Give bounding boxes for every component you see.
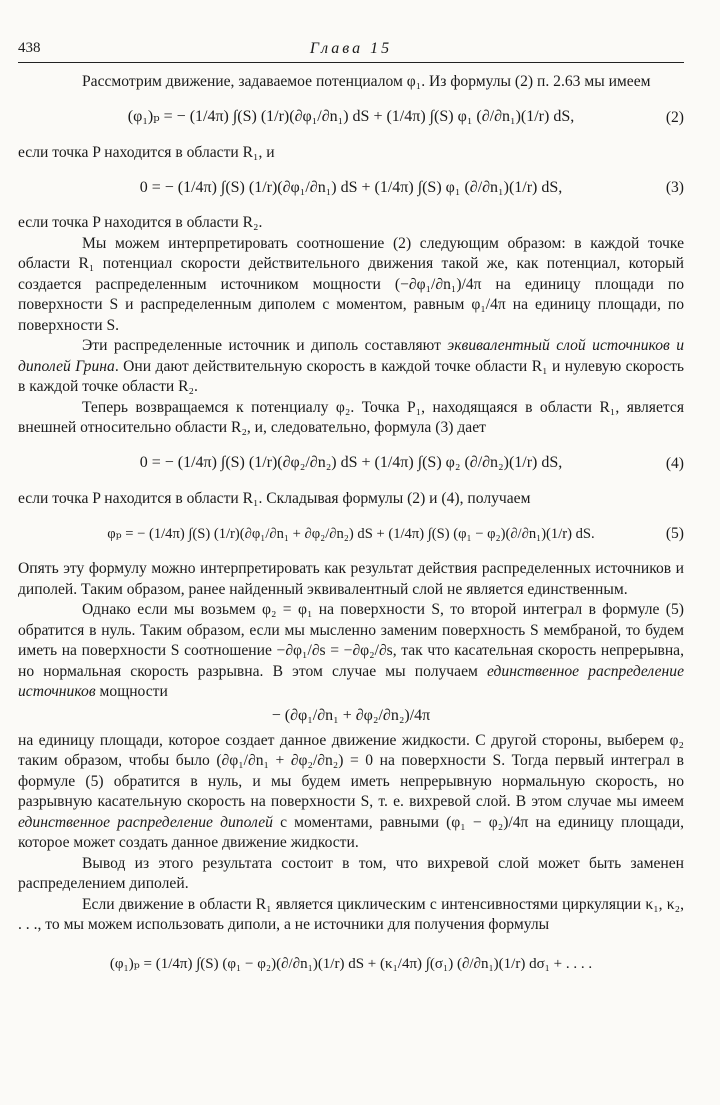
equation-5 bbox=[18, 509, 684, 559]
equation-source-strength bbox=[18, 703, 684, 731]
paragraph: если точка P находится в области R₂. bbox=[18, 214, 263, 231]
paragraph bbox=[18, 731, 684, 854]
page-body bbox=[18, 72, 684, 994]
paragraph: Мы можем интерпретировать соотношение (2) следующим образом: в каждой точке области R₁ потенциал скорости действительного движения такой же, как потенциал, который создается распределенным источником мощности (−∂φ₁/∂n₁)/4π на единицу площади по поверхности S и распределенным диполем с моментом, равным φ₁/4π на единицу площади, по поверхности S. bbox=[18, 234, 684, 334]
paragraph: Опять эту формулу можно интерпретировать как результат действия распределенных источников и диполей. Таким образом, ранее найденный эквивалентный слой не является единственным. bbox=[18, 560, 684, 598]
equation-text: − (∂φ₁/∂n₁ + ∂φ₂/∂n₂)/4π bbox=[271, 707, 431, 725]
paragraph: Теперь возвращаемся к потенциалу φ₂. Точка P₁, находящаяся в области R₁, является внешней относительно области R₂, и, следовательно, формула (3) дает bbox=[18, 398, 684, 436]
equation-3 bbox=[18, 163, 684, 213]
paragraph: Рассмотрим движение, задаваемое потенциалом φ₁. Из формулы (2) п. 2.63 мы имеем bbox=[82, 73, 651, 90]
equation-text: 0 = − (1/4π) ∫(S) (1/r)(∂φ₁/∂n₁) dS + (1/4π) ∫(S) φ₁ (∂/∂n₁)(1/r) dS, bbox=[139, 178, 563, 196]
equation-text: (φ₁)ₚ = (1/4π) ∫(S) (φ₁ − φ₂)(∂/∂n₁)(1/r) dS + (κ₁/4π) ∫(σ₁) (∂/∂n₁)(1/r) dσ₁ + . . . . bbox=[109, 956, 593, 973]
paragraph bbox=[18, 336, 684, 398]
text-run: на единицу площади, которое создает данное движение жидкости. С другой стороны, выберем φ₂ таким образом, чтобы было (∂φ₁/∂n₁ + ∂φ₂/∂n₂) = 0 на поверхности S. Тогда первый интеграл в формуле (5) обратится в нуль, и мы будем иметь непрерывную нормальную скорость, но разрывную касательную скорость на поверхности S, т. е. вихревой слой. В этом случае мы имеем bbox=[18, 731, 684, 810]
paragraph: Вывод из этого результата состоит в том, что вихревой слой может быть заменен распределением диполей. bbox=[18, 854, 684, 892]
equation-4 bbox=[18, 439, 684, 489]
equation-final bbox=[18, 936, 684, 994]
paragraph: если точка P находится в области R₁, и bbox=[18, 143, 275, 161]
chapter-title: Глава 15 bbox=[309, 40, 393, 57]
equation-text: (φ₁)ₚ = − (1/4π) ∫(S) (1/r)(∂φ₁/∂n₁) dS + (1/4π) ∫(S) φ₁ (∂/∂n₁)(1/r) dS, bbox=[127, 108, 575, 126]
page-header bbox=[18, 40, 684, 63]
equation-text: 0 = − (1/4π) ∫(S) (1/r)(∂φ₂/∂n₂) dS + (1/4π) ∫(S) φ₂ (∂/∂n₂)(1/r) dS, bbox=[139, 454, 563, 472]
emphasis: единственное распределение диполей bbox=[18, 813, 273, 831]
equation-2 bbox=[18, 93, 684, 143]
equation-number: (5) bbox=[665, 524, 684, 542]
paragraph: если точка P находится в области R₁. Складывая формулы (2) и (4), получаем bbox=[18, 489, 531, 507]
emphasis: эквивалентный слой источников и диполей Грина bbox=[18, 337, 684, 375]
emphasis: единственное распределение источников bbox=[18, 662, 684, 700]
page-number: 438 bbox=[18, 40, 41, 56]
paragraph: Если движение в области R₁ является циклическим с интенсивностями циркуляции κ₁, κ₂, . . ., то мы можем использовать диполи, а не источники для получения формулы bbox=[18, 895, 684, 933]
equation-number: (4) bbox=[665, 454, 684, 472]
equation-text: φₚ = − (1/4π) ∫(S) (1/r)(∂φ₁/∂n₁ + ∂φ₂/∂n₂) dS + (1/4π) ∫(S) (φ₁ − φ₂)(∂/∂n₁)(1/r) dS. bbox=[107, 525, 595, 542]
equation-number: (3) bbox=[665, 178, 684, 196]
text-run: мощности bbox=[95, 683, 168, 700]
paragraph bbox=[18, 600, 684, 703]
equation-number: (2) bbox=[665, 108, 684, 126]
text-run: Эти распределенные источник и диполь составляют bbox=[82, 337, 448, 354]
text-run: Однако если мы возьмем φ₂ = φ₁ на поверхности S, то второй интеграл в формуле (5) обратится в нуль. Таким образом, если мы мысленно заменим поверхность S мембраной, то будем иметь на поверхности S соотношение −∂φ₁/∂s = −∂φ₂/∂s, так что касательная скорость непрерывна, но нормальная скорость разрывна. В этом случае мы получаем bbox=[18, 601, 684, 680]
text-run: с моментами, равными (φ₁ − φ₂)/4π на единицу площади, которое может создать данное движение жидкости. bbox=[18, 813, 684, 851]
text-run: . Они дают действительную скорость в каждой точке области R₁ и нулевую скорость в каждой точке области R₂. bbox=[18, 357, 684, 395]
